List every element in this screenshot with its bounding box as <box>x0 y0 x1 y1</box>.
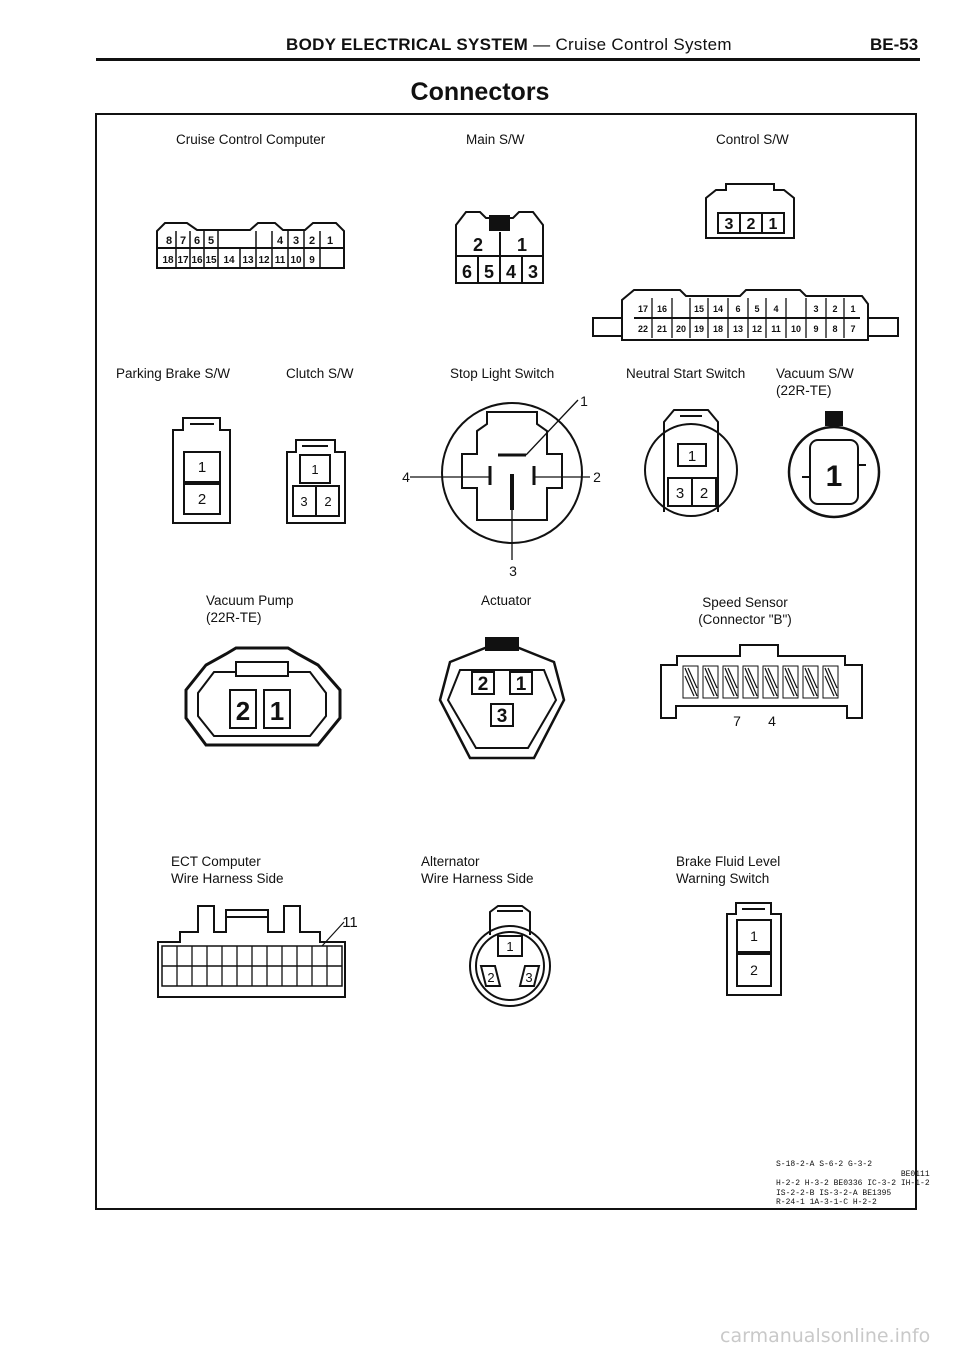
reference-code-line: S-18-2-A S-6-2 G-3-2 <box>776 1160 873 1169</box>
pin-label: 3 <box>813 304 819 314</box>
reference-code-line: IS-2-2-B IS-3-2-A BE1395 <box>776 1188 892 1198</box>
speed-sensor-connector <box>661 645 862 718</box>
pin-label: 10 <box>790 324 802 334</box>
label-cruise-control-computer: Cruise Control Computer <box>176 132 326 147</box>
pin-label: 21 <box>656 324 668 334</box>
pin-label: 17 <box>177 255 189 266</box>
pin-label: 2 <box>235 696 251 726</box>
label-control-sw: Control S/W <box>716 132 789 147</box>
pin-label: 2 <box>746 216 756 233</box>
pin-label: 7 <box>850 324 856 334</box>
label-ect-computer: ECT Computer Wire Harness Side <box>171 854 284 886</box>
alternator-connector <box>470 906 550 1006</box>
pin-label: 3 <box>292 235 300 247</box>
reference-codes <box>776 1160 930 1208</box>
pin-label: 1 <box>750 928 758 944</box>
section-subtitle: — Cruise Control System <box>528 35 732 54</box>
stop-light-switch-connector <box>410 400 590 560</box>
pin-label: 1 <box>197 459 207 476</box>
pin-label: 3 <box>527 262 539 282</box>
pin-label: 2 <box>593 469 601 485</box>
pin-label: 1 <box>269 696 285 726</box>
pin-label: 3 <box>525 970 533 985</box>
watermark: carmanualsonline.info <box>720 1325 931 1347</box>
pin-label: 2 <box>487 970 495 985</box>
label-vacuum-sw: Vacuum S/W (22R-TE) <box>776 366 854 398</box>
pin-label: 6 <box>735 304 741 314</box>
pin-label: 11 <box>342 914 358 931</box>
pin-label: 15 <box>693 304 705 314</box>
pin-label: 9 <box>309 255 315 266</box>
pin-label: 3 <box>724 216 734 233</box>
pin-label: 2 <box>750 962 758 978</box>
label-stop-light-switch: Stop Light Switch <box>450 366 555 381</box>
pin-label: 3 <box>300 494 308 509</box>
actuator-connector <box>440 638 564 758</box>
pin-label: 16 <box>191 255 203 266</box>
label-clutch-sw: Clutch S/W <box>286 366 354 381</box>
pin-label: 7 <box>733 713 741 729</box>
pin-label: 1 <box>850 304 856 314</box>
pin-label: 3 <box>675 485 685 502</box>
pin-label: 7 <box>179 235 187 247</box>
pin-label: 1 <box>506 939 514 954</box>
pin-label: 5 <box>207 235 215 247</box>
pin-label: 2 <box>477 674 489 695</box>
pin-label: 6 <box>461 262 473 282</box>
pin-label: 10 <box>290 255 302 266</box>
label-speed-sensor: Speed Sensor (Connector "B") <box>698 595 792 627</box>
pin-label: 12 <box>751 324 763 334</box>
pin-label: 2 <box>324 494 332 509</box>
reference-code-line: R-24-1 1A-3-1-C H-2-2 <box>776 1198 877 1207</box>
reference-code-line: BE0111 <box>900 1169 930 1179</box>
pin-label: 1 <box>515 674 527 695</box>
pin-label: 15 <box>205 255 217 266</box>
pin-label: 1 <box>580 393 588 409</box>
pin-label: 1 <box>311 462 319 477</box>
section-title: BODY ELECTRICAL SYSTEM <box>286 35 529 54</box>
pin-label: 20 <box>675 324 687 334</box>
pin-label: 17 <box>637 304 649 314</box>
label-alternator: Alternator Wire Harness Side <box>421 854 534 886</box>
pin-label: 3 <box>509 563 517 579</box>
pin-label: 4 <box>768 713 776 729</box>
page-heading: Connectors <box>410 78 550 106</box>
pin-label: 22 <box>637 324 649 334</box>
label-parking-brake-sw: Parking Brake S/W <box>116 366 231 381</box>
pin-label: 8 <box>165 235 173 247</box>
pin-label: 9 <box>813 324 819 334</box>
reference-code-line: H-2-2 H-3-2 BE0336 IC-3-2 IH-1-2 <box>776 1179 930 1188</box>
pin-label: 19 <box>693 324 705 334</box>
pin-label: 18 <box>712 324 724 334</box>
label-neutral-start-switch: Neutral Start Switch <box>626 366 746 381</box>
brake-fluid-switch-connector <box>727 903 781 995</box>
pin-label: 2 <box>197 491 207 508</box>
pin-label: 5 <box>754 304 760 314</box>
pin-label: 14 <box>712 304 724 314</box>
pin-label: 13 <box>242 255 254 266</box>
pin-label: 14 <box>223 255 235 266</box>
label-vacuum-pump: Vacuum Pump (22R-TE) <box>206 593 294 625</box>
clutch-sw-connector <box>287 440 345 523</box>
pin-label: 1 <box>825 460 843 493</box>
pin-label: 16 <box>656 304 668 314</box>
pin-label: 1 <box>768 216 778 233</box>
pin-label: 11 <box>771 324 781 334</box>
page-number: BE-53 <box>870 35 919 54</box>
pin-label: 5 <box>483 262 495 282</box>
label-main-sw: Main S/W <box>466 132 525 147</box>
pin-label: 1 <box>516 235 528 255</box>
vacuum-pump-connector <box>186 648 340 745</box>
pin-label: 11 <box>274 255 286 266</box>
pin-label: 4 <box>773 304 779 314</box>
pin-label: 8 <box>832 324 838 334</box>
pin-label: 6 <box>193 235 201 247</box>
pin-label: 18 <box>162 255 174 266</box>
pin-label: 4 <box>276 235 284 247</box>
pin-label: 2 <box>832 304 838 314</box>
pin-label: 2 <box>308 235 316 247</box>
label-actuator: Actuator <box>481 593 532 608</box>
label-brake-fluid-level: Brake Fluid Level Warning Switch <box>676 854 781 886</box>
pin-label: 12 <box>258 255 270 266</box>
pin-label: 4 <box>505 262 517 282</box>
ect-computer-connector <box>158 906 345 997</box>
pin-label: 2 <box>472 235 484 255</box>
pin-label: 13 <box>732 324 744 334</box>
pin-label: 3 <box>496 706 508 727</box>
pin-label: 1 <box>326 235 334 247</box>
pin-label: 1 <box>687 448 697 465</box>
pin-label: 4 <box>402 469 410 485</box>
pin-label: 2 <box>699 485 709 502</box>
